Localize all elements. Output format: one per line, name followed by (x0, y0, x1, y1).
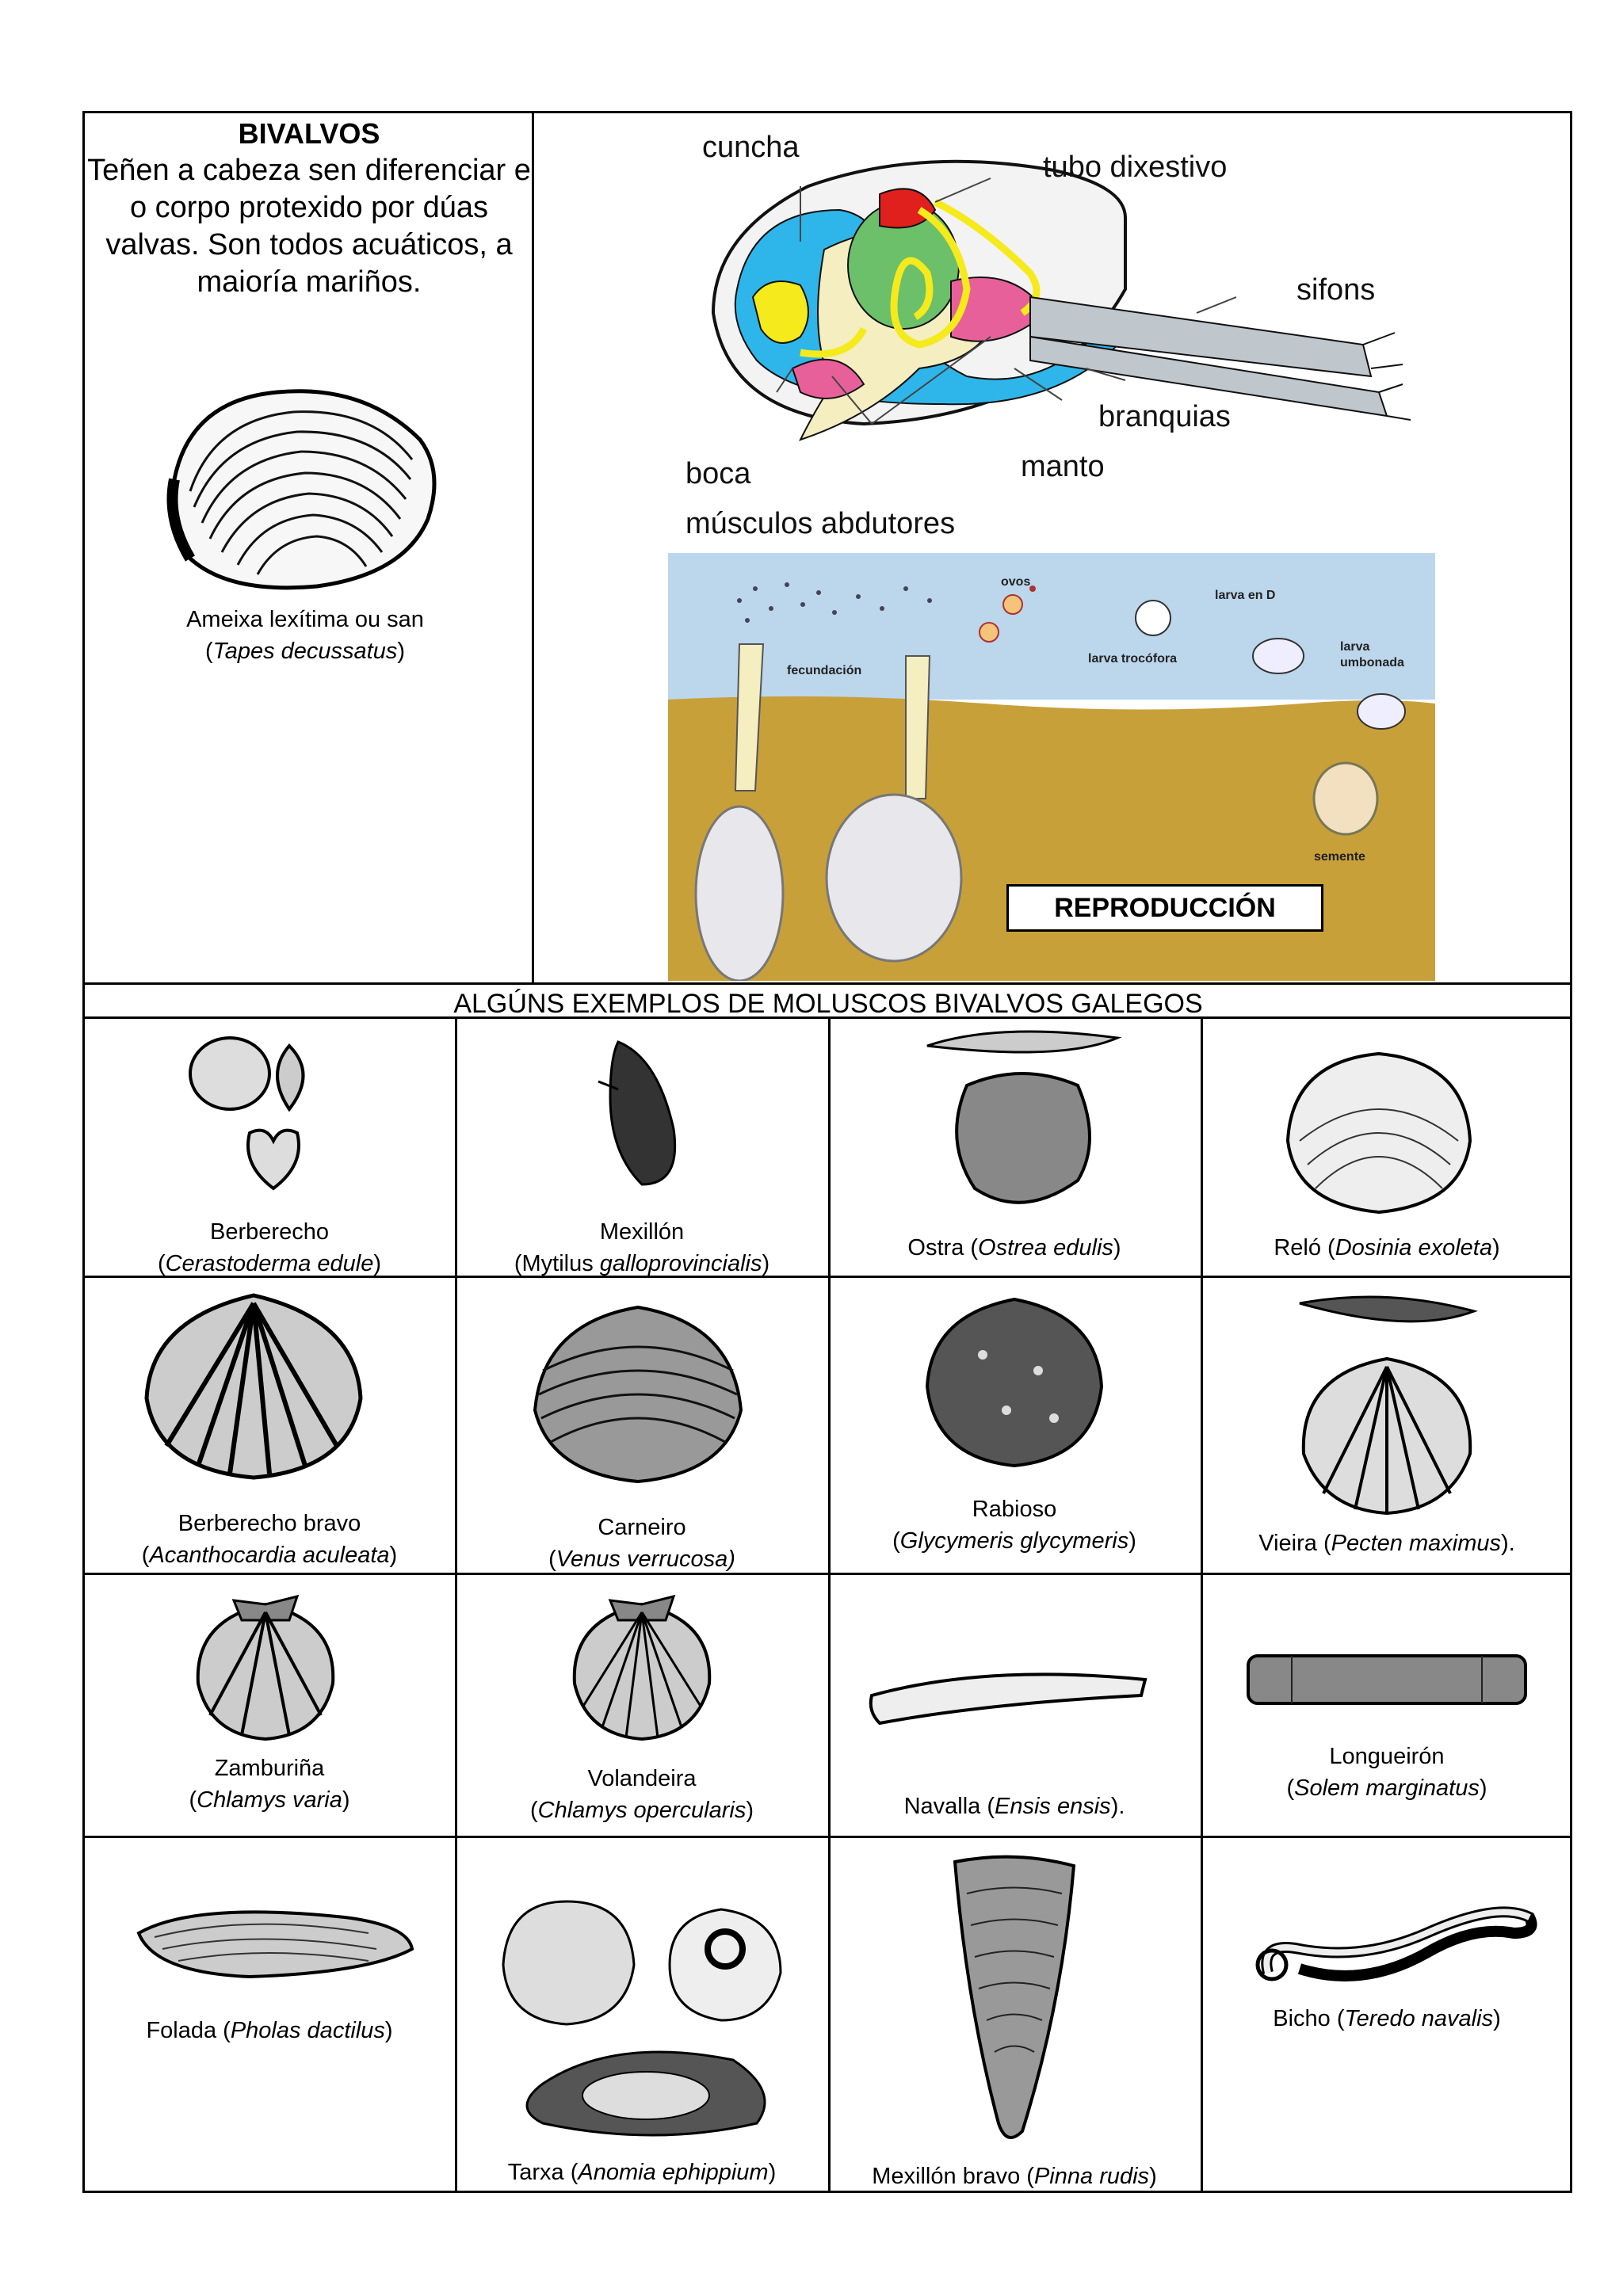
ameixa-common-name: Ameixa lexítima ou san (186, 607, 424, 632)
examples-title: ALGÚNS EXEMPLOS DE MOLUSCOS BIVALVOS GALEGOS (453, 989, 1203, 1019)
intro-text (87, 116, 531, 301)
mexillon-scientific-line (460, 1248, 824, 1280)
repro-label-ovos: ovos (1001, 575, 1031, 589)
berberecho-bravo-scientific-line (87, 1539, 452, 1571)
longueiron-scientific: Solem marginatus (1294, 1775, 1480, 1801)
vieira-post: ). (1500, 1531, 1515, 1556)
label-branquias: branquias (1098, 400, 1231, 433)
caption-mexillon (460, 1216, 824, 1280)
volandeira-pre: ( (529, 1798, 538, 1823)
label-manto: manto (1021, 450, 1105, 483)
carneiro-pre: ( (548, 1547, 556, 1572)
vieira-line (1205, 1527, 1569, 1559)
longueiron-illustration (1244, 1648, 1529, 1711)
ostra-illustration (919, 1022, 1125, 1220)
vieira-scientific: Pecten maximus (1331, 1531, 1501, 1556)
volandeira-common: Volandeira (587, 1766, 697, 1791)
relo-common: Reló (1274, 1235, 1321, 1261)
repro-label-fecundacion: fecundación (787, 664, 862, 677)
caption-rabioso (832, 1493, 1197, 1557)
tarxa-pre: ( (563, 2160, 579, 2185)
rabioso-scientific: Glycymeris glycymeris (899, 1528, 1129, 1554)
mexillon-bravo-common: Mexillón bravo (872, 2164, 1021, 2189)
mexillon-bravo-scientific: Pinna rudis (1033, 2164, 1150, 2189)
bicho-pre: ( (1330, 2006, 1345, 2031)
mexillon-illustration (586, 1034, 697, 1192)
mexillon-scientific: galloprovincialis (599, 1251, 762, 1276)
berberecho-bravo-post: ) (389, 1543, 398, 1568)
navalla-common: Navalla (903, 1794, 981, 1819)
repro-label-larva: larva (1340, 640, 1370, 654)
berberecho-bravo-common: Berberecho bravo (178, 1511, 361, 1536)
folada-scientific: Pholas dactilus (230, 2018, 385, 2043)
berberecho-scientific-line (87, 1248, 452, 1280)
grid-row-2 (82, 1573, 1572, 1575)
bicho-common: Bicho (1273, 2006, 1331, 2031)
ameixa-caption (158, 604, 452, 667)
bicho-illustration (1244, 1886, 1545, 1997)
caption-mexillon-bravo (832, 2161, 1197, 2192)
mexillon-bravo-illustration (943, 1846, 1086, 2147)
relo-line (1205, 1232, 1569, 1264)
caption-navalla (832, 1791, 1197, 1822)
caption-ostra (832, 1232, 1197, 1264)
rabioso-scientific-line (832, 1525, 1197, 1557)
grid-row-3 (82, 1836, 1572, 1838)
bicho-scientific: Teredo navalis (1344, 2006, 1494, 2031)
ameixa-scientific-line: (Tapes decussatus) (204, 639, 406, 664)
ameixa-shell-illustration (158, 384, 452, 598)
berberecho-scientific: Cerastoderma edule (165, 1251, 374, 1276)
mexillon-bravo-post: ) (1149, 2164, 1157, 2189)
intro-description: Teñen a cabeza sen diferenciar e o corpo protexido por dúas valvas. Son todos acuáticos, a maioría mariños. (87, 154, 531, 299)
caption-bicho (1205, 2003, 1569, 2035)
zamburina-post: ) (342, 1787, 350, 1813)
rabioso-common: Rabioso (972, 1497, 1057, 1522)
volandeira-illustration (563, 1589, 721, 1747)
caption-berberecho-bravo (87, 1508, 452, 1571)
berberecho-bravo-illustration (135, 1287, 372, 1486)
caption-zamburina (87, 1753, 452, 1816)
repro-label-semente: semente (1314, 850, 1365, 864)
navalla-illustration (868, 1664, 1153, 1727)
tarxa-post: ) (768, 2160, 777, 2185)
repro-label-larva-d: larva en D (1215, 589, 1276, 602)
caption-berberecho (87, 1216, 452, 1280)
navalla-post: ). (1110, 1794, 1125, 1819)
zamburina-pre: ( (189, 1787, 197, 1813)
ostra-line (832, 1232, 1197, 1264)
navalla-scientific: Ensis ensis (995, 1794, 1111, 1819)
relo-pre: ( (1320, 1235, 1335, 1261)
caption-tarxa (460, 2157, 824, 2188)
repro-label-trocofora: larva trocófora (1088, 652, 1178, 666)
navalla-pre: ( (980, 1794, 995, 1819)
intro-divider (532, 111, 534, 982)
tarxa-scientific: Anomia ephippium (578, 2160, 769, 2185)
ostra-scientific: Ostrea edulis (978, 1235, 1113, 1261)
zamburina-scientific: Chlamys varia (197, 1787, 342, 1813)
tarxa-common: Tarxa (507, 2160, 564, 2185)
folada-illustration (131, 1894, 416, 1989)
relo-post: ) (1492, 1235, 1500, 1261)
grid-col-2 (828, 1016, 831, 2193)
folada-line (87, 2015, 452, 2046)
longueiron-scientific-line (1205, 1772, 1569, 1804)
carneiro-scientific-line (460, 1543, 824, 1575)
caption-carneiro (460, 1512, 824, 1575)
grid-col-1 (455, 1016, 457, 2193)
vieira-common: Vieira (1258, 1531, 1317, 1556)
berberecho-bravo-scientific: Acanthocardia aculeata (149, 1543, 390, 1568)
carneiro-illustration (519, 1299, 757, 1489)
mexillon-pre: (Mytilus (514, 1251, 600, 1276)
grid-col-3 (1201, 1016, 1203, 2193)
mexillon-bravo-line (832, 2161, 1197, 2192)
rabioso-pre: ( (892, 1528, 900, 1554)
zamburina-illustration (186, 1589, 345, 1747)
vieira-illustration (1292, 1287, 1482, 1525)
label-sifons: sifons (1296, 273, 1376, 307)
tarxa-line (460, 2157, 824, 2188)
carneiro-common: Carneiro (598, 1515, 686, 1540)
label-tubo-dixestivo: tubo dixestivo (1043, 151, 1228, 184)
repro-label-umbonada: umbonada (1340, 656, 1404, 669)
zamburina-scientific-line (87, 1784, 452, 1816)
carneiro-scientific: Venus verrucosa) (556, 1547, 735, 1572)
volandeira-scientific-line (460, 1794, 824, 1826)
longueiron-post: ) (1479, 1775, 1487, 1801)
berberecho-bravo-pre: ( (141, 1543, 150, 1568)
bivalve-anatomy-diagram (682, 154, 1442, 487)
reproduction-title-box: REPRODUCCIÓN (1006, 884, 1323, 932)
volandeira-post: ) (746, 1798, 754, 1823)
tarxa-illustration (495, 1886, 796, 2155)
ostra-common: Ostra (907, 1235, 964, 1261)
vieira-pre: ( (1316, 1531, 1331, 1556)
label-cuncha: cuncha (702, 131, 800, 164)
rabioso-post: ) (1128, 1528, 1136, 1554)
mexillon-common: Mexillón (599, 1219, 685, 1245)
folada-post: ) (384, 2018, 393, 2043)
berberecho-common: Berberecho (210, 1219, 329, 1245)
longueiron-pre: ( (1286, 1775, 1295, 1801)
rabioso-illustration (919, 1291, 1109, 1474)
ostra-pre: ( (964, 1235, 979, 1261)
longueiron-common: Longueirón (1329, 1744, 1445, 1769)
relo-scientific: Dosinia exoleta (1335, 1235, 1492, 1261)
label-boca: boca (685, 457, 751, 490)
bicho-post: ) (1493, 2006, 1501, 2031)
label-musculos-abdutores: músculos abdutores (685, 507, 956, 540)
mexillon-bravo-pre: ( (1020, 2164, 1034, 2189)
volandeira-scientific: Chlamys opercularis (537, 1798, 747, 1823)
mexillon-post: ) (762, 1251, 770, 1276)
section-top-line (82, 982, 1572, 985)
caption-folada (87, 2015, 452, 2046)
bicho-line (1205, 2003, 1569, 2035)
berberecho-post: ) (373, 1251, 382, 1276)
caption-vieira (1205, 1527, 1569, 1559)
folada-pre: ( (216, 2018, 231, 2043)
berberecho-illustration (186, 1030, 345, 1196)
caption-relo (1205, 1232, 1569, 1264)
zamburina-common: Zamburiña (214, 1756, 325, 1781)
berberecho-pre: ( (157, 1251, 166, 1276)
ostra-post: ) (1113, 1235, 1121, 1261)
ameixa-scientific-name: Tapes decussatus (212, 639, 398, 664)
caption-longueiron (1205, 1741, 1569, 1804)
folada-common: Folada (146, 2018, 217, 2043)
caption-volandeira (460, 1763, 824, 1826)
intro-title: BIVALVOS (238, 117, 380, 150)
relo-illustration (1276, 1046, 1482, 1220)
navalla-line (832, 1791, 1197, 1822)
